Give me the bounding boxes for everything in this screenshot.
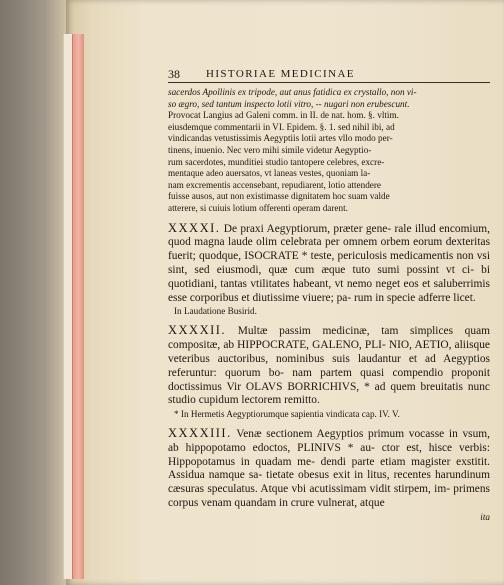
footnote: * In Hermetis Aegyptiorumque sapientia vindicata cap. IV. V. bbox=[174, 409, 400, 420]
red-margin-strip bbox=[72, 34, 84, 579]
note-line: atterere, si cuiuis lotium offerenti operam darent. bbox=[168, 202, 348, 213]
top-note bbox=[168, 87, 490, 215]
section-number: XXXXII. bbox=[168, 323, 227, 338]
note-line: nam excrementis accensebant, repudiarent, lotio attendere bbox=[168, 179, 381, 190]
note-line: sacerdos Apollinis ex tripode, aut anus fatidica ex crystallo, non vi- bbox=[168, 87, 417, 97]
note-line: fuisse ausos, aut non existimasse dignitatem hoc suam valde bbox=[168, 191, 390, 202]
note-line: mentaque adeo auersatos, vt laneas vestes, quoniam la- bbox=[168, 168, 371, 179]
note-line: rum sacerdotes, munditiei studio tantopere celebres, excre- bbox=[168, 156, 385, 167]
section-number: XXXXI. bbox=[168, 220, 221, 235]
page-number: 38 bbox=[168, 67, 180, 81]
note-line: eiusdemque commentarii in VI. Epidem. §. 1. sed nihil ibi, ad bbox=[168, 121, 395, 132]
section-number: XXXXIII. bbox=[168, 426, 232, 441]
section-text: Multæ passim medicinæ, tam simplices quam compositæ, ab HIPPOCRATE, GALENO, PLI- NIO, AETIO, aliisque veteribus auctoribus, nominibus suis laudantur et ad Aegyptios referuntur: quorum bo- nam partem quasi compendio proponit doctissimus Vir OLAVS BORRICHIVS, * ad quem breuitatis nunc studio cupidum lectorem remitto. bbox=[168, 325, 490, 407]
catchword: ita bbox=[480, 511, 490, 522]
footnote: In Laudatione Busirid. bbox=[174, 306, 257, 317]
note-line: so ægro, sed tantum inspecto lotii vitro, -- nugari non erubescunt. bbox=[168, 98, 410, 109]
section-43 bbox=[168, 427, 490, 511]
note-line: Provocat Langius ad Galeni comm. in II. de nat. hom. §. vltim. bbox=[168, 110, 399, 121]
section-42 bbox=[168, 324, 490, 408]
note-line: tinens, inuenio. Nec vero mihi simile videtur Aegyptio- bbox=[168, 144, 372, 155]
section-text: De praxi Aegyptiorum, præter gene- rale illud encomium, quod magna laude olim celebrata per omnem orbem eorum dexteritas fuerit; quodque, ISOCRATE * teste, periculosis medicamentis non vsi sint, sed eiusmodi, quæ cum æque tuto sumi possint vt ci- bi quotidiani, tantas vtilitates habeant, vt nemo neget eos et saluberrimis esse corporibus et diutissime viuere; pa- rum in specie adferre licet. bbox=[168, 222, 490, 304]
note-line: vindicandas vetustissimis Aegyptiis lotii artes vllo modo per- bbox=[168, 133, 393, 144]
book-spine-shadow bbox=[0, 0, 66, 585]
section-41 bbox=[168, 222, 490, 306]
running-title: HISTORIAE MEDICINAE bbox=[206, 68, 355, 80]
running-header bbox=[168, 66, 490, 83]
page-text-block bbox=[168, 66, 490, 522]
section-text: Venæ sectionem Aegyptios primum vocasse in vsum, ab hippopotamo edoctos, PLINIVS * au- ctor est, hisce verbis: Hippopotamus in quadam me- dendi parte etiam magister exstitit. Assidua namque sa- tietate obesus exit in litus, recentes harundinum cæsuras speculatus. Atque vbi acutissimam vidit stirpem, im- primens corpus venam quandam in crure vulnerat, atque bbox=[168, 428, 490, 510]
